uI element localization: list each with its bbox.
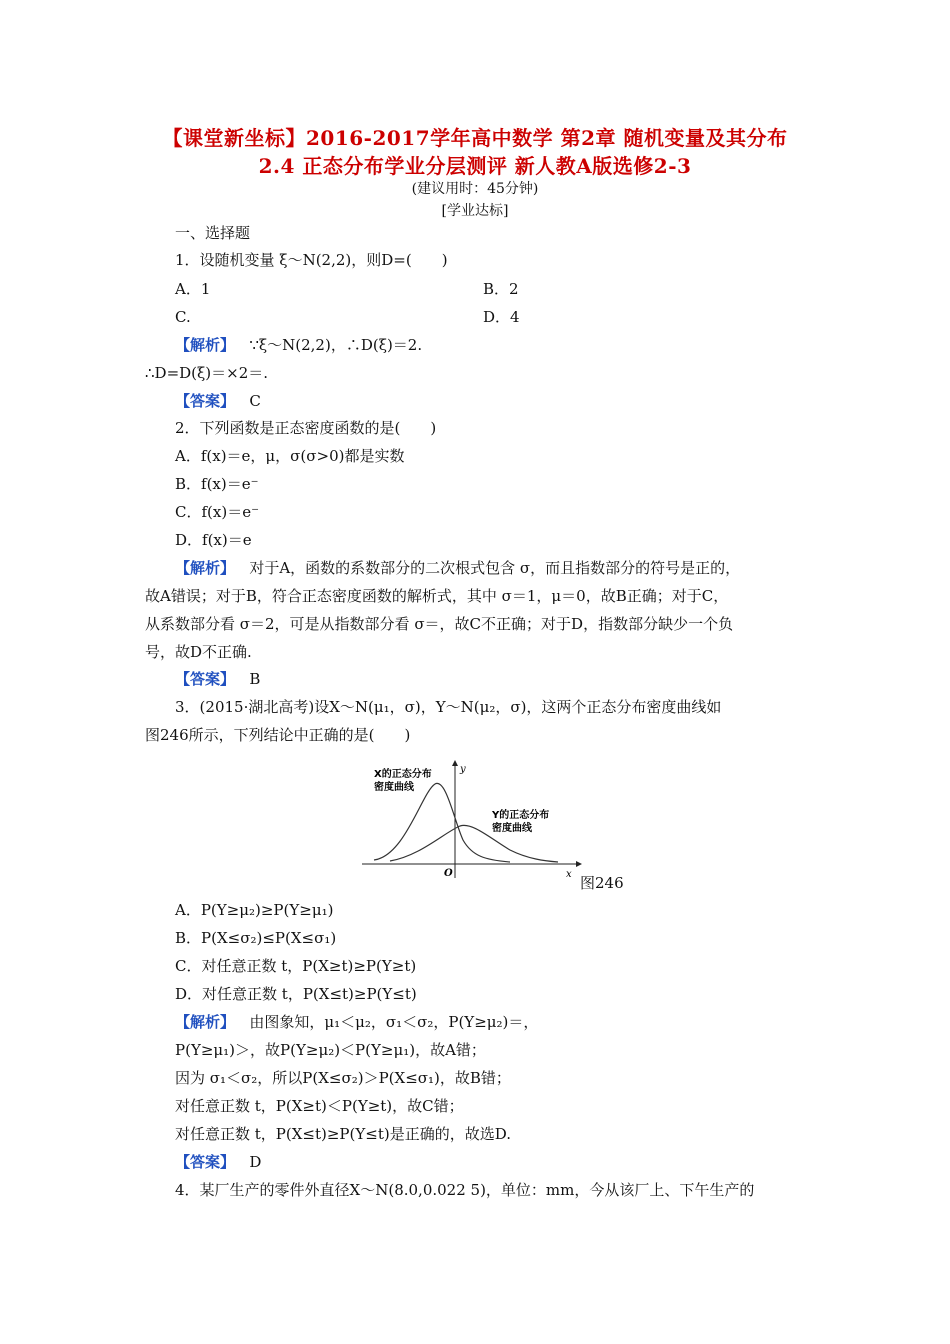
x-curve-label-line2: 密度曲线 [374, 782, 414, 793]
q3-analysis [175, 1012, 538, 1032]
q3-analysis-line3: 因为 σ₁＜σ₂，所以P(X≤σ₂)＞P(X≤σ₁)，故B错； [175, 1069, 511, 1087]
answer-tag: 【答案】 [175, 1153, 236, 1171]
x-axis-arrow [576, 861, 582, 867]
x-curve-label-line1: X的正态分布 [374, 769, 432, 780]
q1-analysis-line2: ∴D=D(ξ)＝×2＝. [145, 364, 269, 382]
y-curve-label-line2: 密度曲线 [492, 823, 532, 834]
q3-option-d: D．对任意正数 t，P(X≤t)≥P(Y≤t) [175, 985, 417, 1003]
q3-analysis-line2: P(Y≥μ₁)＞，故P(Y≥μ₂)＜P(Y≥μ₁)，故A错； [175, 1041, 486, 1059]
q3-answer-value: D [249, 1153, 262, 1171]
analysis-tag: 【解析】 [175, 1013, 236, 1031]
doc-title-line2: 2.4 正态分布学业分层测评 新人教A版选修2-3 [258, 154, 692, 178]
q3-analysis-line1: 由图象知，μ₁＜μ₂，σ₁＜σ₂，P(Y≥μ₂)＝， [249, 1013, 539, 1031]
y-curve-label-line1: Y的正态分布 [492, 810, 550, 821]
q3-analysis-line5: 对任意正数 t，P(X≤t)≥P(Y≤t)是正确的，故选D. [175, 1125, 511, 1143]
q1-stem: 1．设随机变量 ξ～N(2,2)，则D=( ) [175, 251, 448, 269]
q2-option-d: D．f(x)＝e [175, 531, 252, 549]
q2-option-a: A．f(x)＝e，μ，σ(σ>0)都是实数 [175, 447, 405, 465]
q1-analysis-line1: ∵ξ～N(2,2)，∴D(ξ)＝2. [249, 336, 423, 354]
q4-stem-line1: 4．某厂生产的零件外直径X～N(8.0,0.022 5)，单位：mm，今从该厂上、下午生产的 [175, 1181, 755, 1199]
q2-analysis-line4: 号，故D不正确. [145, 643, 252, 661]
q2-analysis-line3: 从系数部分看 σ＝2，可是从指数部分看 σ＝，故C不正确；对于D，指数部分缺少一个负 [145, 615, 734, 633]
y-axis-arrow [452, 760, 458, 766]
q3-answer [175, 1152, 261, 1172]
time-note: (建议用时：45分钟) [411, 181, 539, 197]
analysis-tag: 【解析】 [175, 336, 236, 354]
answer-tag: 【答案】 [175, 670, 236, 688]
figure-caption: 图246 [580, 874, 624, 892]
q3-option-b: B．P(X≤σ₂)≤P(X≤σ₁) [175, 929, 337, 947]
q1-option-b: B．2 [483, 280, 519, 298]
q2-analysis-line2: 故A错误；对于B，符合正态密度函数的解析式，其中 σ＝1，μ＝0，故B正确；对于C， [145, 587, 729, 605]
q1-option-c: C. [175, 308, 191, 326]
q3-option-c: C．对任意正数 t，P(X≥t)≥P(Y≥t) [175, 957, 417, 975]
q3-stem-line1: 3．(2015·湖北高考)设X～N(μ₁，σ)，Y～N(μ₂，σ)，这两个正态分布密度曲线如 [175, 698, 722, 716]
q2-answer-value: B [249, 670, 261, 688]
q1-answer-value: C [249, 392, 261, 410]
q2-analysis [175, 558, 740, 578]
q2-analysis-line1: 对于A，函数的系数部分的二次根式包含 σ，而且指数部分的符号是正的， [249, 559, 741, 577]
q2-stem: 2．下列函数是正态密度函数的是( ) [175, 419, 437, 437]
origin-label: O [444, 868, 453, 879]
normal-curves-figure [360, 760, 582, 880]
q3-stem-line2: 图246所示，下列结论中正确的是( ) [145, 726, 411, 744]
q2-option-c: C．f(x)＝e⁻ [175, 503, 259, 521]
q2-option-b: B．f(x)＝e⁻ [175, 475, 259, 493]
q3-option-a: A．P(Y≥μ₂)≥P(Y≥μ₁) [175, 901, 334, 919]
x-density-curve [374, 783, 510, 862]
y-density-curve [390, 825, 558, 862]
q1-answer [175, 391, 261, 411]
x-axis-label: x [566, 869, 572, 880]
doc-title-line1: 【课堂新坐标】2016-2017学年高中数学 第2章 随机变量及其分布 [162, 126, 788, 150]
q1-analysis [175, 335, 422, 355]
analysis-tag: 【解析】 [175, 559, 236, 577]
y-axis-label: y [460, 764, 466, 775]
section-label: [学业达标] [441, 203, 509, 219]
q1-option-a: A．1 [175, 280, 211, 298]
q1-option-d: D．4 [483, 308, 520, 326]
q2-answer [175, 669, 260, 689]
q3-analysis-line4: 对任意正数 t，P(X≥t)＜P(Y≥t)，故C错； [175, 1097, 464, 1115]
part-heading: 一、选择题 [175, 224, 251, 242]
answer-tag: 【答案】 [175, 392, 236, 410]
